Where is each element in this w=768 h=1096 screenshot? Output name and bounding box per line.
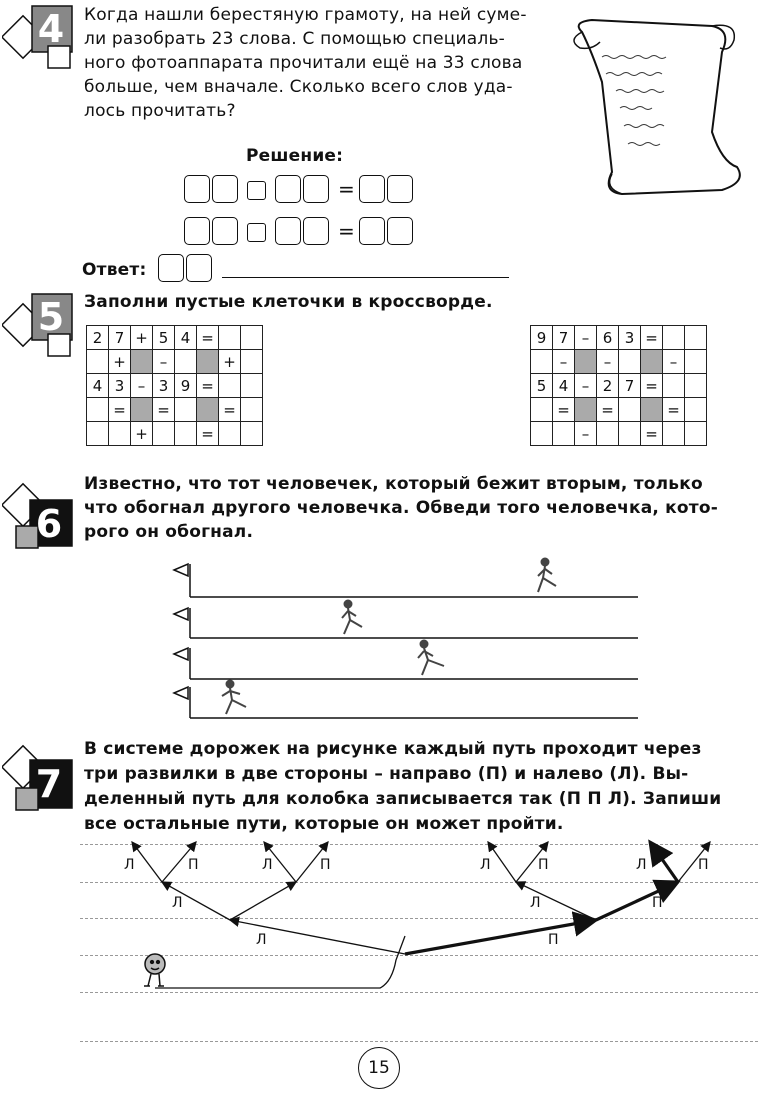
kolobok-character-icon	[144, 954, 165, 986]
branch-label-right: П	[652, 895, 663, 911]
task5-number: 5	[37, 295, 65, 339]
task6-line: рого он обогнал.	[84, 522, 254, 542]
branch-label-left: Л	[124, 857, 135, 873]
grid-cell[interactable]	[685, 374, 707, 398]
answer-cell[interactable]	[275, 217, 301, 245]
task6-text	[84, 472, 764, 544]
grid-cell: –	[153, 350, 175, 374]
grid-cell[interactable]	[219, 374, 241, 398]
grid-cell: 4	[553, 374, 575, 398]
operator-cell[interactable]	[247, 181, 266, 200]
grid-cell: 7	[109, 326, 131, 350]
grid-cell: –	[575, 422, 597, 446]
grid-cell: 5	[153, 326, 175, 350]
grid-cell-shaded	[641, 350, 663, 374]
grid-cell: =	[553, 398, 575, 422]
grid-cell: +	[131, 422, 153, 446]
grid-cell-empty	[685, 398, 707, 422]
grid-cell: =	[663, 398, 685, 422]
grid-cell[interactable]	[531, 422, 553, 446]
grid-cell-empty	[241, 350, 263, 374]
grid-cell[interactable]	[597, 422, 619, 446]
answer-label: Ответ:	[82, 260, 147, 280]
branch-label-left: Л	[480, 857, 491, 873]
answer-cell[interactable]	[303, 217, 329, 245]
grid-cell[interactable]	[241, 374, 263, 398]
answer-cell[interactable]	[359, 175, 385, 203]
equals-sign: =	[338, 219, 355, 243]
branch-label-right: П	[188, 857, 199, 873]
grid-cell-shaded	[197, 350, 219, 374]
crossword-right	[530, 325, 707, 446]
grid-cell-empty	[685, 350, 707, 374]
grid-cell[interactable]	[153, 422, 175, 446]
grid-cell-empty	[531, 398, 553, 422]
grid-cell: 3	[153, 374, 175, 398]
grid-cell: +	[219, 350, 241, 374]
grid-cell: =	[219, 398, 241, 422]
grid-cell[interactable]	[219, 326, 241, 350]
grid-cell[interactable]	[685, 422, 707, 446]
grid-cell: 4	[175, 326, 197, 350]
grid-cell: –	[663, 350, 685, 374]
page-number-text: 15	[368, 1058, 390, 1078]
grid-cell: =	[641, 374, 663, 398]
grid-cell: 5	[531, 374, 553, 398]
task7-number: 7	[35, 762, 63, 806]
answer-cell[interactable]	[186, 254, 212, 282]
equals-sign: =	[338, 177, 355, 201]
answer-cell[interactable]	[303, 175, 329, 203]
grid-cell: 7	[553, 326, 575, 350]
answer-line[interactable]	[222, 277, 509, 278]
task7-line: все остальные пути, которые он может пройти.	[84, 814, 564, 834]
grid-cell: =	[641, 326, 663, 350]
answer-line[interactable]	[80, 1041, 758, 1042]
answer-cell[interactable]	[212, 217, 238, 245]
grid-cell: =	[197, 374, 219, 398]
task4-number: 4	[37, 7, 65, 51]
birch-bark-scroll-illustration	[562, 12, 752, 198]
task4-text	[84, 3, 560, 123]
solution-label: Решение:	[246, 146, 344, 166]
task4-line: ного фотоаппарата прочитали ещё на 33 слова	[84, 53, 523, 73]
grid-cell-shaded	[575, 398, 597, 422]
branch-label-right: П	[548, 932, 559, 948]
branch-label-left: Л	[262, 857, 273, 873]
grid-cell[interactable]	[241, 326, 263, 350]
grid-cell: =	[597, 398, 619, 422]
running-track-illustration	[160, 550, 650, 722]
grid-cell: 4	[87, 374, 109, 398]
grid-cell[interactable]	[87, 422, 109, 446]
grid-cell-empty	[175, 350, 197, 374]
branch-label-right: П	[698, 857, 709, 873]
grid-cell: =	[153, 398, 175, 422]
branch-label-right: П	[320, 857, 331, 873]
grid-cell-empty	[619, 350, 641, 374]
grid-cell: =	[197, 326, 219, 350]
grid-cell: =	[109, 398, 131, 422]
grid-cell: –	[553, 350, 575, 374]
answer-cell[interactable]	[387, 175, 413, 203]
answer-cell[interactable]	[158, 254, 184, 282]
grid-cell-empty	[87, 398, 109, 422]
grid-cell: 7	[619, 374, 641, 398]
grid-cell: –	[131, 374, 153, 398]
branch-label-left: Л	[256, 932, 267, 948]
branch-label-left: Л	[636, 857, 647, 873]
branch-label-left: Л	[172, 895, 183, 911]
task6-number: 6	[35, 502, 63, 546]
grid-cell[interactable]	[663, 326, 685, 350]
grid-cell-empty	[241, 398, 263, 422]
grid-cell-shaded	[575, 350, 597, 374]
task5-text: Заполни пустые клеточки в кроссворде.	[84, 292, 493, 312]
grid-cell[interactable]	[219, 422, 241, 446]
grid-cell[interactable]	[553, 422, 575, 446]
task7-line: три развилки в две стороны – направо (П) и налево (Л). Вы-	[84, 764, 689, 784]
answer-cell[interactable]	[387, 217, 413, 245]
grid-cell[interactable]	[175, 422, 197, 446]
grid-cell[interactable]	[663, 374, 685, 398]
path-tree-diagram	[0, 820, 768, 1020]
grid-cell: =	[641, 422, 663, 446]
grid-cell-shaded	[641, 398, 663, 422]
task4-line: Когда нашли берестяную грамоту, на ней суме-	[84, 5, 527, 25]
answer-cell[interactable]	[212, 175, 238, 203]
grid-cell-empty	[87, 350, 109, 374]
grid-cell: 3	[109, 374, 131, 398]
task6-line: Известно, что тот человечек, который бежит вторым, только	[84, 474, 703, 494]
grid-cell: +	[131, 326, 153, 350]
grid-cell-shaded	[131, 398, 153, 422]
answer-cell[interactable]	[184, 217, 210, 245]
branch-label-left: Л	[530, 895, 541, 911]
branch-label-right: П	[538, 857, 549, 873]
grid-cell-empty	[531, 350, 553, 374]
operator-cell[interactable]	[247, 223, 266, 242]
answer-cell[interactable]	[359, 217, 385, 245]
grid-cell: =	[197, 422, 219, 446]
task6-line: что обогнал другого человечка. Обведи того человечка, кото-	[84, 498, 718, 518]
grid-cell-empty	[175, 398, 197, 422]
grid-cell-empty	[619, 398, 641, 422]
grid-cell[interactable]	[685, 326, 707, 350]
grid-cell[interactable]	[619, 422, 641, 446]
grid-cell: –	[597, 350, 619, 374]
task4-line: лось прочитать?	[84, 101, 236, 121]
answer-cell[interactable]	[184, 175, 210, 203]
grid-cell[interactable]	[663, 422, 685, 446]
answer-cell[interactable]	[275, 175, 301, 203]
grid-cell: +	[109, 350, 131, 374]
grid-cell-shaded	[131, 350, 153, 374]
grid-cell: 9	[175, 374, 197, 398]
grid-cell: 3	[619, 326, 641, 350]
grid-cell: –	[575, 326, 597, 350]
grid-cell: 2	[87, 326, 109, 350]
task7-line: В системе дорожек на рисунке каждый путь проходит через	[84, 739, 702, 759]
grid-cell[interactable]	[241, 422, 263, 446]
grid-cell: 2	[597, 374, 619, 398]
grid-cell: 6	[597, 326, 619, 350]
grid-cell[interactable]	[109, 422, 131, 446]
task4-line: больше, чем вначале. Сколько всего слов уда-	[84, 77, 513, 97]
crossword-left	[86, 325, 263, 446]
task7-line: деленный путь для колобка записывается так (П П Л). Запиши	[84, 789, 722, 809]
grid-cell: –	[575, 374, 597, 398]
page-number	[358, 1047, 400, 1089]
grid-cell: 9	[531, 326, 553, 350]
task4-line: ли разобрать 23 слова. С помощью специаль-	[84, 29, 506, 49]
grid-cell-shaded	[197, 398, 219, 422]
